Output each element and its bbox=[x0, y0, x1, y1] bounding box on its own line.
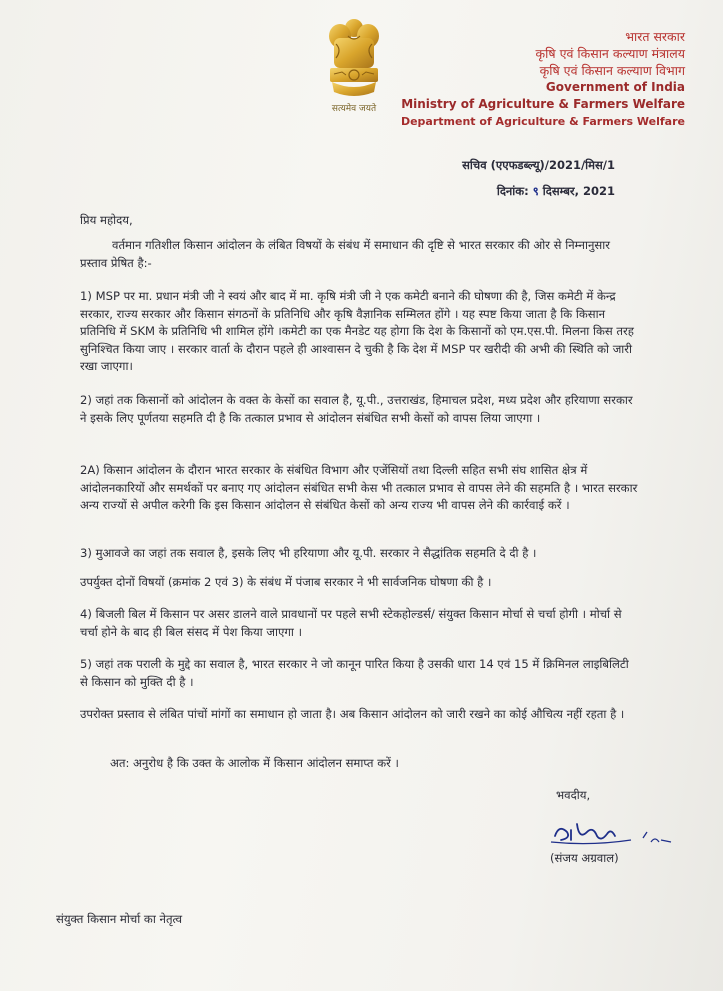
paragraph-point-3: 3) मुआवजे का जहां तक सवाल है, इसके लिए भी हरियाणा और यू.पी. सरकार ने सैद्धांतिक सहमति दे दी है । bbox=[80, 546, 537, 560]
salutation: प्रिय महोदय, bbox=[80, 213, 133, 227]
handwritten-signature-icon bbox=[547, 812, 677, 852]
paragraph-point-5: 5) जहां तक पराली के मुद्दे का सवाल है, भारत सरकार ने जो कानून पारित किया है उसकी धारा 14 एवं 15 में क्रिमिनल लाइबिलिटी से किसान को मुक्ति दी है । bbox=[80, 657, 629, 689]
letter-date bbox=[497, 184, 615, 199]
department-name-english: Department of Agriculture & Farmers Welfare bbox=[400, 115, 685, 128]
ministry-name-english: Ministry of Agriculture & Farmers Welfare bbox=[401, 97, 685, 111]
paragraph-conclusion: उपरोक्त प्रस्ताव से लंबित पांचों मांगों का समाधान हो जाता है। अब किसान आंदोलन को जारी रखने का कोई औचित्य नहीं रहता है । bbox=[80, 707, 625, 721]
date-day-handwritten: ९ bbox=[532, 184, 539, 198]
paragraph-punjab-note: उपर्युक्त दोनों विषयों (क्रमांक 2 एवं 3) के संबंध में पंजाब सरकार ने भी सार्वजनिक घोषणा की है । bbox=[80, 575, 492, 589]
paragraph-point-4: 4) बिजली बिल में किसान पर असर डालने वाले प्रावधानों पर पहले सभी स्टेकहोल्डर्स/ संयुक्त किसान मोर्चा से चर्चा होगी । मोर्चा से चर्चा होने के बाद ही बिल संसद में पेश किया जाएगा । bbox=[80, 607, 622, 639]
govt-name-hindi: भारत सरकार bbox=[625, 29, 685, 44]
govt-name-english: Government of India bbox=[545, 80, 685, 94]
date-month-year: दिसम्बर, 2021 bbox=[542, 184, 615, 198]
emblem-motto: सत्यमेव जयते bbox=[331, 104, 377, 114]
ministry-name-hindi: कृषि एवं किसान कल्याण मंत्रालय bbox=[535, 46, 685, 61]
reference-number: सचिव (एएफडब्ल्यू)/2021/मिस/1 bbox=[462, 158, 615, 172]
paragraph-point-1: 1) MSP पर मा. प्रधान मंत्री जी ने स्वयं और बाद में मा. कृषि मंत्री जी ने एक कमेटी बनाने की घोषणा की है, जिस कमेटी में केन्द्र सरकार, राज्य सरकार और किसान संगठनों के प्रतिनिधि और कृषि वैज्ञानिक सम्मिलत होंगे । यह स्पष्ट किया जाता है कि किसान प्रतिनिधि में SKM के प्रतिनिधि भी शामिल होंगे ।कमेटी का एक मैनडेट यह होगा कि देश के किसानों को एम.एस.पी. मिलना किस तरह सुनिश्चित किया जाए । सरकार वार्ता के दौरान पहले ही आश्वासन दे चुकी है कि देश में MSP पर खरीदी की अभी की स्थिति को जारी रखा जाएगा। bbox=[80, 289, 634, 373]
department-name-hindi: कृषि एवं किसान कल्याण विभाग bbox=[539, 63, 685, 78]
paragraph-intro: वर्तमान गतिशील किसान आंदोलन के लंबित विषयों के संबंध में समाधान की दृष्टि से भारत सरकार की ओर से निम्नानुसार प्रस्ताव प्रेषित है:- bbox=[80, 238, 611, 270]
paragraph-point-2a: 2A) किसान आंदोलन के दौरान भारत सरकार के संबंधित विभाग और एजेंसियों तथा दिल्ली सहित सभी संघ शासित क्षेत्र में आंदोलनकारियों और समर्थकों पर बनाए गए आंदोलन संबंधित सभी केस भी तत्काल प्रभाव से वापस लेने की सहमति है । भारत सरकार अन्य राज्यों से अपील करेगी कि इस किसान आंदोलन से संबंधित केसों को अन्य राज्य भी वापस लेने की कार्रवाई करें । bbox=[80, 463, 638, 512]
paragraph-point-2: 2) जहां तक किसानों को आंदोलन के वक्त के केसों का सवाल है, यू.पी., उत्तराखंड, हिमाचल प्रदेश, मध्य प्रदेश और हरियाणा सरकार ने इसके लिए पूर्णतया सहमति दी है कि तत्काल प्रभाव से आंदोलन संबंधित सभी केसों को वापस लिया जाएगा । bbox=[80, 393, 633, 425]
ashoka-lion-capital-emblem-icon bbox=[318, 14, 390, 114]
closing: भवदीय, bbox=[556, 788, 591, 802]
signatory-name: (संजय अग्रवाल) bbox=[550, 851, 619, 865]
addressee: संयुक्त किसान मोर्चा का नेतृत्व bbox=[56, 912, 183, 926]
paragraph-request: अत: अनुरोध है कि उक्त के आलोक में किसान आंदोलन समाप्त करें । bbox=[110, 756, 399, 770]
date-label: दिनांक: bbox=[496, 184, 529, 198]
letterhead-text bbox=[401, 28, 685, 130]
